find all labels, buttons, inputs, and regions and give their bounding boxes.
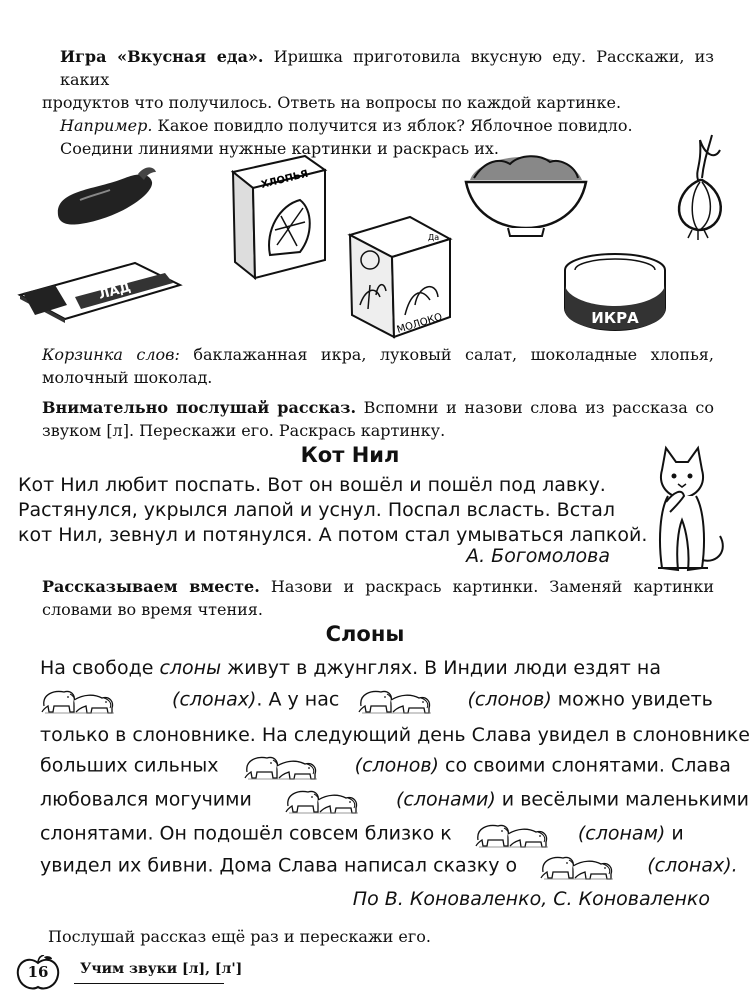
svg-text:ХЛОПЬЯ: ХЛОПЬЯ	[260, 168, 310, 191]
cat-icon	[632, 440, 732, 580]
elephants-icon	[243, 752, 319, 780]
eggplant-icon	[50, 160, 160, 230]
slony-line: любовался могучими (слонами) и весёлыми маленькими	[40, 786, 749, 814]
basket-label: Корзинка слов:	[42, 345, 180, 364]
page-footer	[14, 955, 414, 989]
flakes-box-icon	[225, 150, 335, 280]
salad-bowl-icon	[460, 140, 590, 240]
task3-title: Рассказываем вместе.	[42, 577, 260, 596]
section-title: Учим звуки [л], [л']	[80, 961, 243, 977]
svg-text:ИКРА: ИКРА	[591, 309, 639, 327]
story-title-kot-nil: Кот Нил	[300, 443, 400, 467]
page-number: 16	[27, 963, 49, 981]
story-author: А. Богомолова	[466, 545, 610, 567]
elephants-icon	[284, 786, 360, 814]
svg-text:МОЛОКО: МОЛОКО	[395, 311, 444, 336]
story-line: кот Нил, зевнул и потянулся. А потом стал умываться лапкой.	[18, 524, 648, 546]
slony-line: только в слоновнике. На следующий день Слава увидел в слоновнике	[40, 724, 750, 746]
svg-text:ЛАД: ЛАД	[97, 279, 133, 303]
caviar-can-icon	[560, 248, 670, 338]
svg-text:Да: Да	[428, 233, 440, 242]
onion-icon	[660, 130, 740, 240]
story-title-slony: Слоны	[325, 622, 405, 646]
task-retell: Послушай рассказ ещё раз и перескажи его.	[48, 927, 431, 946]
story-kot-nil	[18, 473, 648, 548]
story-line: Кот Нил любит поспать. Вот он вошёл и пошёл под лавку.	[18, 474, 606, 496]
footer-underline	[74, 983, 224, 984]
elephants-icon	[357, 686, 433, 714]
food-pictures	[0, 130, 750, 340]
slony-line: На свободе слоны живут в джунглях. В Индии люди ездят на	[40, 657, 661, 679]
task2-title: Внимательно послушай рассказ.	[42, 398, 357, 417]
chocolate-bar-icon	[15, 255, 185, 325]
elephants-icon	[474, 820, 550, 848]
slony-line: (слонах). А у нас (слонов) можно увидеть	[40, 686, 713, 714]
slony-line: больших сильных (слонов) со своими слонятами. Слава	[40, 752, 731, 780]
story-author: По В. Коноваленко, С. Коноваленко	[352, 888, 710, 910]
word-basket: Корзинка слов: баклажанная икра, луковый салат, шоколадные хлопья, молочный шоколад.	[42, 345, 714, 387]
example-label: Например.	[60, 116, 153, 135]
story-line: Растянулся, укрылся лапой и уснул. Поспал всласть. Встал	[18, 499, 616, 521]
task-tell-together: Рассказываем вместе. Назови и раскрась картинки. Заменяй картинки словами во время чтения.	[42, 577, 714, 619]
milk-carton-icon	[340, 205, 460, 340]
task1-title: Игра «Вкусная еда».	[60, 47, 264, 66]
task-vkusnaya-eda: Игра «Вкусная еда». Иришка приготовила вкусную еду. Расскажи, из каких продуктов что получилось. Ответь на вопросы по каждой картинке. Например. Какое повидло получится из яблок? Яблочное повидло. Соедини линиями нужные картинки и раскрась их.	[42, 47, 714, 158]
slony-line: увидел их бивни. Дома Слава написал сказку о (слонах).	[40, 852, 738, 880]
elephants-icon	[539, 852, 615, 880]
slony-line: слонятами. Он подошёл совсем близко к (слонам) и	[40, 820, 684, 848]
elephants-icon	[40, 686, 116, 714]
task-listen: Внимательно послушай рассказ. Вспомни и назови слова из рассказа со звуком [л]. Перескажи его. Раскрась картинку.	[42, 398, 714, 440]
